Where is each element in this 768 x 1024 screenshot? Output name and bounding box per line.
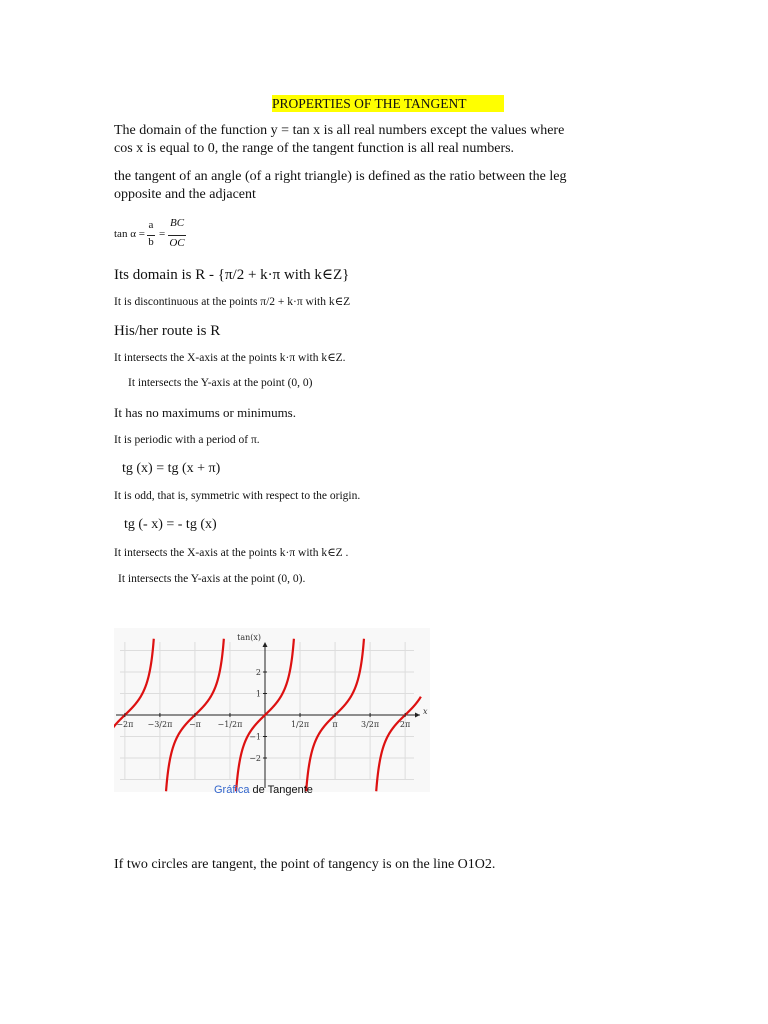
x-tick-label: 3/2π	[361, 720, 380, 729]
y-tick-label: 1	[255, 689, 261, 699]
route-line: His/her route is R	[114, 323, 221, 339]
page-title: PROPERTIES OF THE TANGENT	[272, 95, 504, 112]
x-tick-label: −3/2π	[147, 720, 173, 729]
tangent-graph-svg	[114, 628, 430, 792]
formula-bar2	[168, 235, 186, 236]
identity-line-2: tg (- x) = - tg (x)	[124, 517, 217, 532]
y-intersect-line-1: It intersects the Y-axis at the point (0, 0)	[128, 377, 313, 389]
y-tick-label: −1	[249, 732, 261, 742]
x-axis-arrow	[415, 713, 420, 718]
x-intersect-line-2: It intersects the X-axis at the points k·π with k∈Z .	[114, 547, 349, 559]
formula-eq: =	[159, 228, 166, 240]
intro-paragraph	[114, 122, 594, 158]
x-tick-label: −1/2π	[217, 720, 243, 729]
intro-line-2: cos x is equal to 0, the range of the tangent function is all real numbers.	[114, 141, 515, 156]
x-intersect-line-1: It intersects the X-axis at the points k·π with k∈Z.	[114, 352, 346, 364]
x-axis-label: x	[423, 707, 428, 716]
x-tick-label: π	[332, 720, 338, 729]
y-axis-arrow	[263, 642, 268, 647]
x-tick-label: −2π	[116, 720, 134, 729]
x-tick-label: −π	[188, 720, 201, 729]
formula-num1: a	[148, 219, 154, 231]
definition-line-2: opposite and the adjacent	[114, 187, 256, 202]
formula-den2: OC	[169, 237, 185, 249]
identity-line-1: tg (x) = tg (x + π)	[122, 461, 221, 476]
y-tick-label: −2	[249, 754, 261, 763]
formula-den1: b	[148, 236, 154, 248]
definition-paragraph	[114, 168, 594, 204]
caption-link[interactable]: Gráfica	[214, 784, 250, 796]
formula-lhs: tan α =	[114, 228, 145, 240]
domain-line: Its domain is R - {π/2 + k·π with k∈Z}	[114, 267, 350, 283]
tangent-branch	[376, 697, 421, 792]
intro-line-1: The domain of the function y = tan x is all real numbers except the values where	[114, 123, 565, 138]
definition-line-1: the tangent of an angle (of a right triangle) is defined as the ratio between the leg	[114, 169, 567, 184]
graph-caption	[214, 784, 313, 796]
y-axis-label: tan(x)	[237, 633, 261, 642]
y-tick-label: 2	[255, 668, 261, 677]
no-max-line: It has no maximums or minimums.	[114, 405, 296, 420]
discontinuous-line: It is discontinuous at the points π/2 + k·π with k∈Z	[114, 296, 351, 308]
tangent-graph	[114, 628, 430, 792]
periodic-line: It is periodic with a period of π.	[114, 434, 260, 446]
circles-line: If two circles are tangent, the point of tangency is on the line O1O2.	[114, 857, 496, 872]
odd-line: It is odd, that is, symmetric with respect to the origin.	[114, 490, 361, 502]
y-intersect-line-2: It intersects the Y-axis at the point (0, 0).	[118, 573, 306, 585]
formula-num2: BC	[169, 217, 185, 229]
x-tick-label: 1/2π	[290, 720, 310, 729]
tangent-formula	[114, 215, 194, 255]
x-tick-label: 2π	[399, 720, 411, 729]
caption-text: de Tangente	[249, 784, 313, 796]
